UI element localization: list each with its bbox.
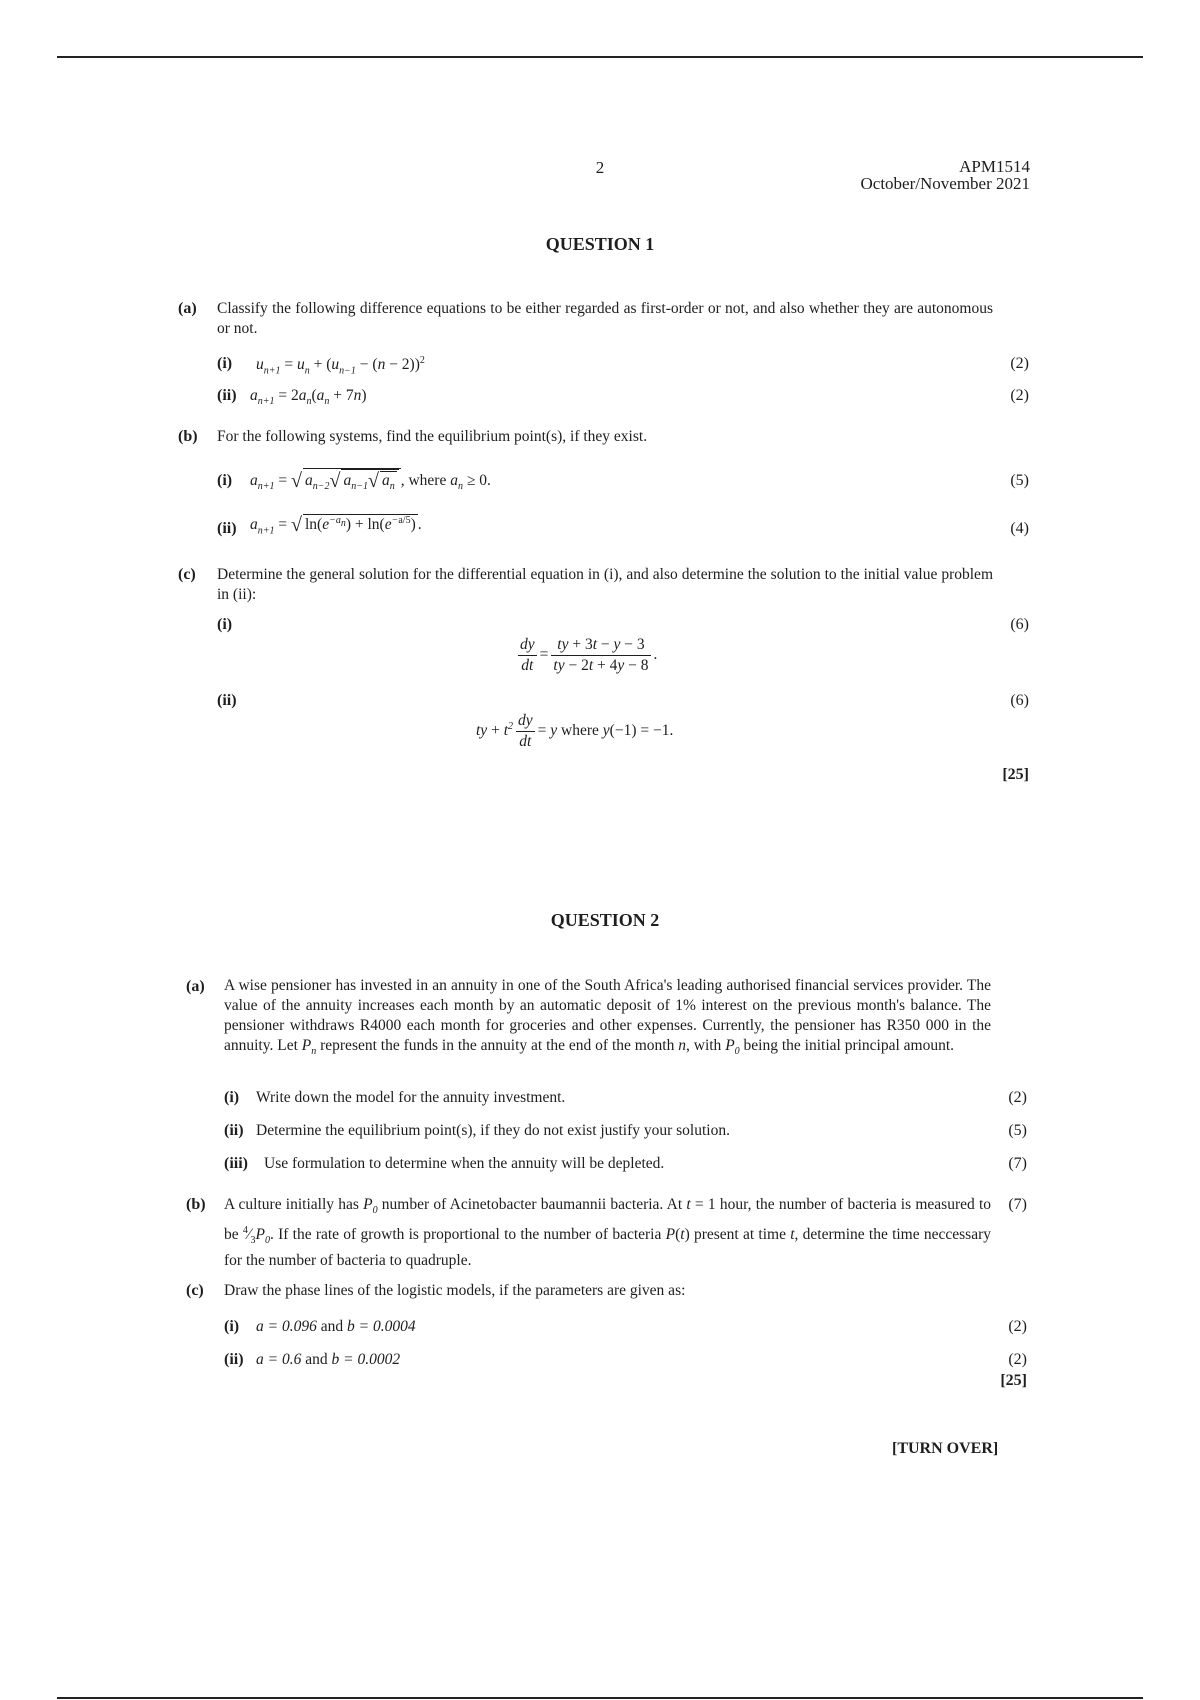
q1-a-i-marks: (2) (1010, 355, 1029, 372)
q1-c-i-marks: (6) (1010, 616, 1029, 633)
exam-header (861, 158, 1030, 192)
q2-c-i-label: (i) (224, 1318, 240, 1335)
q1-c-ii-equation: ty + $t^2$ $\frac{dy}{dt}$ = y where y(−1) = −1. (476, 712, 674, 750)
q1-c-label: (c) (178, 566, 196, 583)
q2-c-label: (c) (186, 1282, 204, 1299)
q2-c-i-marks: (2) (1008, 1318, 1027, 1335)
q2-a-ii-label: (ii) (224, 1122, 244, 1139)
q1-b-ii-equation: $a_{n+1}$ = √ $\ln(e^{-a_n}) + \ln(e^{-a/5})$ . (250, 514, 422, 537)
q2-a-iii-label: (iii) (224, 1155, 248, 1172)
q2-c-ii-and: and (305, 1351, 328, 1368)
q1-b-i-marks: (5) (1010, 472, 1029, 489)
q2-b-text-5: present at time (693, 1226, 786, 1244)
q1-a-ii-label: (ii) (217, 387, 237, 404)
q1-a-label: (a) (178, 300, 197, 317)
q1-b-i-equation: $a_{n+1}$ = √ $a_{n-2}√$ $a_{n-1}√$ $a_n$ , where $a_n \ge 0$. (250, 470, 491, 493)
q1-b-ii-marks: (4) (1010, 520, 1029, 537)
q1-a-i-equation: $u_{n+1} = u_n + (u_{n-1} - (n - 2))^2$ (256, 355, 425, 377)
q2-a-text-4: being the initial principal amount. (743, 1037, 955, 1054)
q1-a-ii-marks: (2) (1010, 387, 1029, 404)
q2-a-i-marks: (2) (1008, 1089, 1027, 1106)
q1-b-text: For the following systems, find the equilibrium point(s), if they exist. (217, 428, 648, 445)
q2-a-iii-text: Use formulation to determine when the annuity will be depleted. (264, 1155, 665, 1172)
q2-c-i-b: b = 0.0004 (346, 1318, 416, 1335)
q2-b-text-3: hour, the number of bacteria is measured to be (224, 1196, 992, 1244)
page-number: 2 (595, 158, 605, 177)
q1-c-i-label: (i) (217, 616, 233, 633)
top-rule (57, 56, 1143, 58)
q2-b-text-6: , determine the time neccessary for the number of bacteria to quadruple. (224, 1226, 991, 1270)
q2-c-ii-a: a = 0.6 (256, 1351, 302, 1368)
exam-session: October/November 2021 (860, 174, 1030, 193)
q2-total: [25] (1000, 1372, 1027, 1389)
q2-a-label: (a) (186, 978, 205, 995)
q1-c-text: Determine the general solution for the differential equation in (i), and also determine the solution to the initial value problem in (ii): (217, 566, 993, 603)
q1-b-i-label: (i) (217, 472, 233, 489)
q2-a-text-2: represent the funds in the annuity at the end of the month (320, 1037, 675, 1054)
q2-a-i-label: (i) (224, 1089, 240, 1106)
q1-c-i-equation: $\frac{dy}{dt}$ = $\frac{ty + 3t - y - 3}{ty - 2t + 4y - 8}$ . (520, 636, 658, 674)
q2-a-ii-text: Determine the equilibrium point(s), if they do not exist justify your solution. (256, 1122, 730, 1139)
q2-c-i-params (256, 1318, 416, 1336)
question-1-title: QUESTION 1 (545, 234, 655, 254)
q2-b-label: (b) (186, 1196, 206, 1213)
q2-a-iii-marks: (7) (1008, 1155, 1027, 1172)
q1-a-i-label: (i) (217, 355, 233, 372)
q2-b-text-1: A culture initially has (224, 1196, 359, 1213)
q2-c-ii-b: b = 0.0002 (331, 1351, 401, 1368)
q2-a-i-text: Write down the model for the annuity investment. (256, 1089, 566, 1106)
q1-c-ii-label: (ii) (217, 692, 237, 709)
q1-b-label: (b) (178, 428, 198, 445)
q2-c-ii-label: (ii) (224, 1351, 244, 1368)
q2-b-text: A culture initially has $P_0$ number of Acinetobacter baumannii bacteria. At t = 1 hour, the number of bacteria is measured to be $^4⁄_3P_0$. If the rate of growth is proportional to the number of bacteria P(t) present at time t, determine the time neccessary for the number of bacteria to quadruple. (224, 1196, 992, 1270)
q2-a-text-1: A wise pensioner has invested in an annuity in one of the South Africa's leading authorised financial services provider. The value of the annuity increases each month by an automatic deposit of 1% interest on the previous month's balance. The pensioner withdraws R4000 each month for groceries and other expenses. Currently, the pensioner has R350 000 in the annuity. Let (224, 977, 991, 1054)
q1-c-ii-where: where (561, 722, 599, 740)
q2-c-ii-params (256, 1351, 400, 1369)
q1-total: [25] (1002, 766, 1029, 783)
q1-a-ii-equation: $a_{n+1} = 2a_n(a_n + 7n)$ (250, 387, 367, 408)
q2-b-text-4: . If the rate of growth is proportional to the number of bacteria (269, 1226, 662, 1244)
bottom-rule (57, 1697, 1143, 1699)
q2-b-marks: (7) (1008, 1196, 1027, 1213)
q2-a-ii-marks: (5) (1008, 1122, 1027, 1139)
course-code: APM1514 (959, 157, 1030, 176)
q2-a-text: A wise pensioner has invested in an annuity in one of the South Africa's leading authorised financial services provider. The value of the annuity increases each month by an automatic deposit of 1% interest on the previous month's balance. The pensioner withdraws R4000 each month for groceries and other expenses. Currently, the pensioner has R350 000 in the annuity. Let $P_n$ represent the funds in the annuity at the end of the month n, with $P_0$ being the initial principal amount. (224, 977, 991, 1058)
q2-c-ii-marks: (2) (1008, 1351, 1027, 1368)
q2-a-text-3: , with (686, 1037, 722, 1054)
q2-c-text: Draw the phase lines of the logistic models, if the parameters are given as: (224, 1282, 686, 1299)
q1-c-ii-marks: (6) (1010, 692, 1029, 709)
q2-b-text-2: number of Acinetobacter baumannii bacteria. At (381, 1196, 683, 1213)
question-2-title: QUESTION 2 (550, 910, 660, 930)
q1-a-text: Classify the following difference equations to be either regarded as first-order or not, and also whether they are autonomous or not. (217, 300, 993, 337)
q1-b-i-where: where (408, 472, 447, 489)
q1-b-ii-label: (ii) (217, 520, 237, 537)
q2-c-i-and: and (320, 1318, 344, 1335)
turn-over-note: [TURN OVER] (892, 1440, 999, 1457)
q2-c-i-a: a = 0.096 (256, 1318, 317, 1335)
